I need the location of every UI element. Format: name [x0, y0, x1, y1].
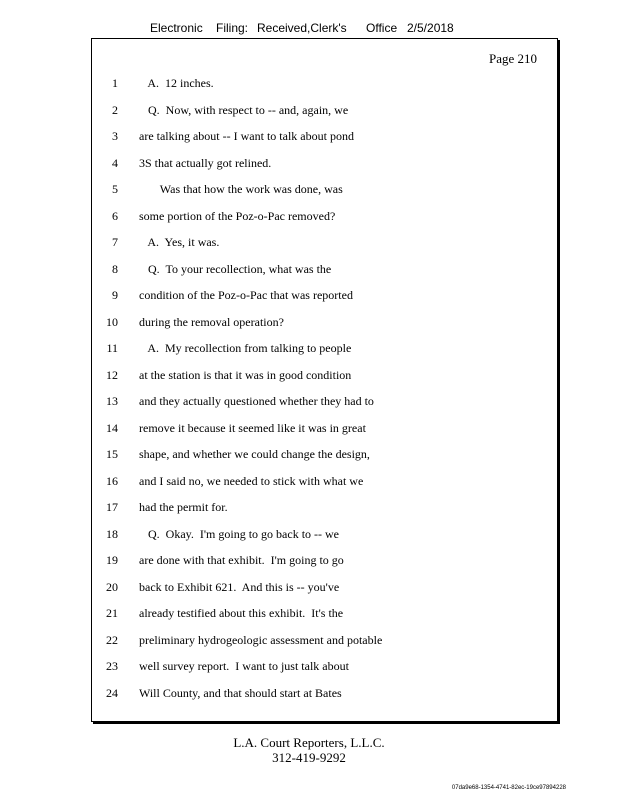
line-text: back to Exhibit 621. And this is -- you've: [139, 579, 340, 594]
line-text: are done with that exhibit. I'm going to go: [139, 553, 344, 567]
transcript-line: [92, 288, 557, 306]
line-text: A. My recollection from talking to people: [139, 341, 352, 355]
line-number: 5: [112, 182, 118, 196]
line-text: during the removal operation?: [139, 314, 284, 329]
line-text: condition of the Poz-o-Pac that was reported: [139, 288, 353, 302]
line-number: 14: [106, 420, 118, 435]
line-text: Will County, and that should start at Bates: [139, 685, 342, 700]
line-number: 6: [112, 208, 118, 223]
transcript-line: [92, 421, 557, 439]
transcript-line: [92, 474, 557, 492]
line-number: 12: [106, 367, 118, 382]
line-text: Q. Now, with respect to -- and, again, we: [139, 102, 349, 117]
line-number: 20: [106, 579, 118, 594]
line-text: A. Yes, it was.: [139, 235, 220, 249]
transcript-line: [92, 129, 557, 147]
line-number: 11: [106, 341, 118, 355]
line-text: some portion of the Poz-o-Pac removed?: [139, 208, 336, 223]
transcript-line: [92, 447, 557, 465]
line-text: and they actually questioned whether they had to: [139, 394, 374, 408]
transcript-line: [92, 527, 557, 545]
transcript-line: [92, 76, 557, 94]
line-number: 2: [112, 102, 118, 117]
line-number: 10: [106, 314, 118, 329]
transcript-line: [92, 315, 557, 333]
stamp-received: Received,Clerk's: [257, 21, 347, 35]
line-number: 19: [106, 553, 118, 567]
transcript-page: [91, 38, 558, 722]
line-number: 4: [112, 155, 118, 170]
line-text: A. 12 inches.: [139, 76, 214, 90]
transcript-line: [92, 394, 557, 412]
line-text: Was that how the work was done, was: [139, 182, 343, 196]
line-number: 18: [106, 526, 118, 541]
transcript-line: [92, 235, 557, 253]
line-text: at the station is that it was in good condition: [139, 367, 352, 382]
line-text: already testified about this exhibit. It's the: [139, 606, 344, 620]
line-number: 7: [112, 235, 118, 249]
line-text: well survey report. I want to just talk about: [139, 659, 349, 673]
transcript-line: [92, 553, 557, 571]
transcript-line: [92, 500, 557, 518]
line-text: Q. To your recollection, what was the: [139, 261, 332, 276]
line-number: 17: [106, 500, 118, 514]
footer-company: L.A. Court Reporters, L.L.C.: [233, 735, 385, 750]
line-number: 16: [106, 473, 118, 488]
line-text: Q. Okay. I'm going to go back to -- we: [139, 526, 340, 541]
transcript-line: [92, 633, 557, 651]
line-text: remove it because it seemed like it was in great: [139, 420, 366, 435]
line-text: are talking about -- I want to talk about pond: [139, 129, 354, 143]
line-number: 21: [106, 606, 118, 620]
line-number: 24: [106, 685, 118, 700]
filing-stamp-header: [0, 21, 618, 37]
footer-phone: 312-419-9292: [272, 750, 346, 765]
line-text: had the permit for.: [139, 500, 228, 514]
line-text: shape, and whether we could change the design,: [139, 447, 370, 461]
transcript-line: [92, 580, 557, 598]
document-hash: 07da9e68-1354-4741-82ec-19ce97894228: [451, 785, 566, 791]
line-number: 15: [106, 447, 118, 461]
line-number: 13: [106, 394, 118, 408]
transcript-line: [92, 156, 557, 174]
line-number: 1: [112, 76, 118, 90]
stamp-filing: Filing:: [216, 21, 249, 35]
line-text: and I said no, we needed to stick with what we: [139, 473, 364, 488]
transcript-line: [92, 209, 557, 227]
line-number: 8: [112, 261, 118, 276]
page-number: Page 210: [488, 51, 537, 66]
line-number: 3: [112, 129, 118, 143]
line-text: 3S that actually got relined.: [139, 155, 272, 170]
line-number: 22: [106, 632, 118, 647]
transcript-line: [92, 103, 557, 121]
stamp-electronic: Electronic: [150, 21, 203, 35]
transcript-line: [92, 341, 557, 359]
line-number: 9: [112, 288, 118, 302]
transcript-line: [92, 606, 557, 624]
line-number: 23: [106, 659, 118, 673]
transcript-line: [92, 262, 557, 280]
line-text: preliminary hydrogeologic assessment and potable: [139, 632, 383, 647]
stamp-date: 2/5/2018: [407, 21, 454, 35]
transcript-line: [92, 368, 557, 386]
stamp-office: Office: [366, 21, 398, 35]
transcript-line: [92, 182, 557, 200]
transcript-line: [92, 686, 557, 704]
transcript-line: [92, 659, 557, 677]
